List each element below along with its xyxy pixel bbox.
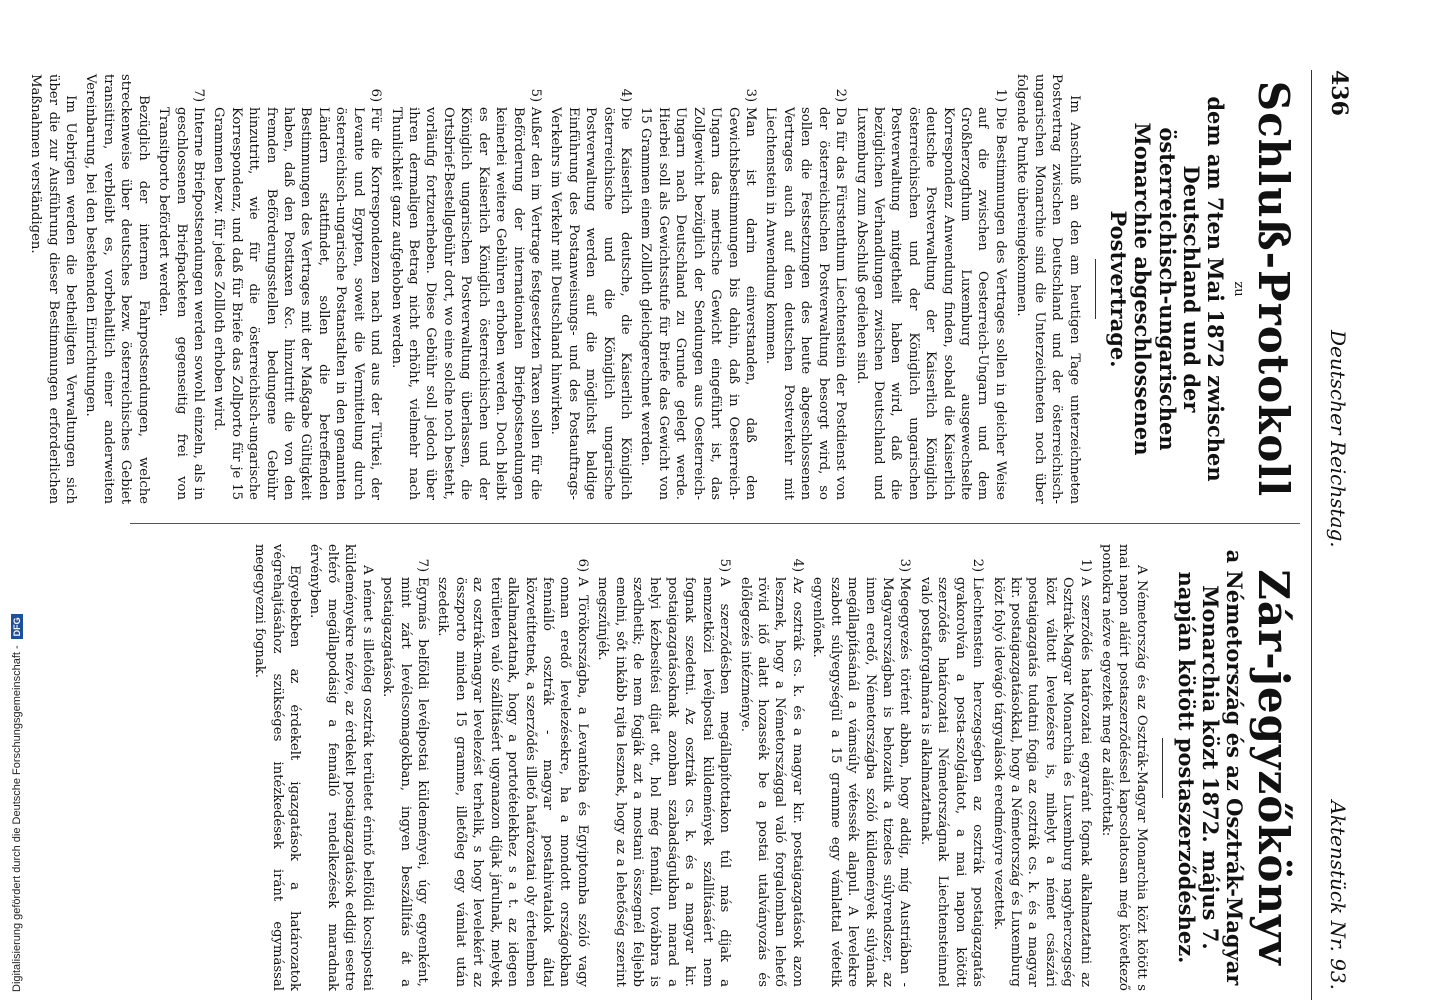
german-column [28, 70, 1302, 508]
numbered-paragraph [210, 78, 384, 500]
german-zu: zu [1230, 281, 1246, 297]
german-closing-paragraph: Bezüglich der internen Fahrpostsendungen, welche streckenweise über deutsches bezw. österreichisches Gebiet transitiren, verbleibt es, vorbehaltlich einer anderweiten Vereinbarung, bei den bestehenden Einrichtungen. [83, 74, 151, 504]
paragraph-number: 1) [992, 88, 1008, 103]
paragraph-number: 5) [527, 88, 543, 103]
page-number: 436 [1326, 70, 1352, 116]
paragraph-text: Die Kaiserlich deutsche, die Kaiserlich Königlich österreichische und die Königlich ungarische Postverwaltung werden auf die möglichst baldige Einführung des Postanweisungs- und des Postauftrags-Verkehrs im Verkehr mit Deutschland hinwirken. [548, 107, 634, 500]
german-subtitle: dem am 7ten Mai 1872 zwischen Deutschland und der österreichisch-ungarischen Monarchie abgeschlossenen Postvertrage. [1106, 96, 1228, 482]
numbered-paragraph [809, 548, 914, 987]
german-title: Schluß-Protokoll [1249, 80, 1298, 498]
paragraph-number: 7) [415, 558, 431, 573]
numbered-paragraph [637, 78, 759, 500]
numbered-paragraph [916, 548, 986, 987]
issue-label: Aktenstück Nr. 93. [1326, 800, 1350, 990]
paragraph-text: Liechtenstein herczegségben az osztrák postaigazgatás gyakorolván a posta-szolgálatot, a mai napon kötött szerződés határozatai Németországnak Liechtensteinnel való postaforgalmára is alkalmaztatnak. [917, 577, 986, 987]
numbered-paragraph [547, 78, 634, 500]
paragraph-number: 6) [574, 558, 590, 573]
paragraph-text: A szerződés határozatai egyaránt fognak alkalmaztatni az Osztrák-Magyar Monarchia és Luxemburg nagyherczegség közt váltott levelezésre is, mihelyt a német császári postaigazgatás tudatni fogja az osztrák cs. k. és a magyar kir. postaigazgatásokkal, hogy a Németország és Luxemburg közt folyó idevágó tárgyalások eredményre vezettek. [990, 577, 1093, 987]
paragraph-text: Man ist darin einverstanden, daß den Gewichtsbestimmungen bis dahin, daß in Oesterreich-Ungarn das metrische Gewicht eingeführt ist, das Zollgewicht bezüglich der Sendungen aus Oesterreich-Ungarn nach Deutschland zu Grunde gelegt werde. Hierbei soll als Gewichtsstufe für Briefe das Gewicht von 15 Grammen einem Zollloth gleichgerechnet werden. [638, 107, 759, 500]
paragraph-number: 3) [897, 558, 913, 573]
paragraph-text: Da für das Fürstenthum Liechtenstein der Postdienst von der österreichischen Postverwaltung besorgt wird, so sollen die Festsetzungen des heute abgeschlossenen Vertrages auch auf den deutschen Postverkehr mit Liechtenstein in Anwendung kommen. [763, 107, 849, 500]
hungarian-intro: A Németország és az Osztrák-Magyar Monarchia közt kötött s mai napon aláírt postaszerződéssel kapcsolatosan még következő pontokra nézve egyeztek meg az aláírottak: [1099, 544, 1149, 991]
column-divider [130, 523, 1300, 524]
paragraph-text: A szerződésben megállapítottakon túl más díjak a nemzetközi levélpostai küldemények szállításáért nem fognak szedetni. Az osztrák cs. k. és a magyar kir. postaigazgatásoknak azonban szabadságukban marad a helyi kézbesítési díjat ott, hol még fennáll, továbbra is szedhetik; de nem fogják azt a mostani összegnél feljebb emelni, sőt inkább rajta lesznek, hogy az a lehetőség szerint megszűnjék. [595, 577, 733, 987]
hungarian-subtitle: a Németország és az Osztrák-Magyar Monarchia közt 1872. május 7. napján kötött postaszerződéshez. [1173, 549, 1247, 986]
paragraph-number: 2) [970, 558, 986, 573]
numbered-paragraph [989, 548, 1094, 987]
paragraph-number: 1) [1077, 558, 1093, 573]
paragraph-number: 2) [833, 88, 849, 103]
paragraph-number: 4) [789, 558, 805, 573]
numbered-paragraph [387, 78, 544, 500]
numbered-paragraph [434, 548, 591, 987]
paragraph-text: Interne Briefpostsendungen werden sowohl einzeln, als in geschlossenen Briefpacketen gegenseitig frei von Transitporto befördert werden. [156, 107, 206, 500]
paragraph-number: 4) [618, 88, 634, 103]
hungarian-items [379, 544, 1094, 991]
numbered-paragraph [762, 78, 849, 500]
paragraph-text: Megegyezés történt abban, hogy addig, míg Austriában - Magyarországban is behozatik a tizedes súlyrendszer, az innen eredő, Németországba szóló küldemények súlyának megállapításánál a vámsúly vétessék alapul. A levelekre szabott súlyegységül a 15 gramme egy vámlattal vétetik egyenlőnek. [810, 577, 913, 987]
numbered-paragraph [155, 78, 207, 500]
paragraph-number: 6) [368, 88, 384, 103]
german-closing-paragraph: Im Uebrigen werden die betheiligten Verwaltungen sich über die zur Ausführung dieser Bestimmungen erforderlichen Maßnahmen verständigen. [28, 74, 78, 504]
paragraph-number: 7) [190, 88, 206, 103]
paragraph-text: A Törökországba, a Levantéba és Egyiptomba szóló vagy onnan eredő levelezésekre, ha a mondott országokban fennálló osztrák - magyar postahivatalok által közvetíttetnek, a szerződés illető határozatai oly értelemben alkalmaztatnak, hogy a portotételekhez s a t. az idegen területen való szállításért ugyanazon díjak járulnak, melyek az osztrák-magyar levelezést terhelik, s hogy levelekért az összporto minden 15 gramme, illetőleg egy vámlat után szedetik. [435, 577, 590, 987]
numbered-paragraph [736, 548, 806, 987]
hungarian-column [127, 540, 1302, 995]
german-items [155, 74, 1009, 504]
paragraph-number: 3) [743, 88, 759, 103]
numbered-paragraph [594, 548, 733, 987]
hungarian-closing-paragraph: Egyebekben az érdekelt igazgatások a határozatok végrehajtásához szükséges intézkedések iránt egymással megegyezni fognak. [252, 544, 303, 991]
numbered-paragraph [852, 78, 1009, 500]
title-rule [1095, 259, 1097, 319]
paragraph-text: Für die Korrespondenzen nach und aus der Türkei, der Levante und Egypten, soweit die Vermittelung durch österreichisch-ungarische Postanstalten in den genannten Ländern stattfindet, sollen die betreffenden Bestimmungen des Vertrages mit der Maßgabe Gültigkeit haben, daß den Posttaxen &c. hinzutritt die von den fremden Beförderungsstellen bedungene Gebühr hinzutritt, wie für die österreichisch-ungarische Korrespondenz, und daß für Briefe das Zollporto für je 15 Grammen bezw. für jedes Zollloth erhoben wird. [211, 107, 384, 500]
hungarian-closing-paragraph: A német s illetőleg osztrák területet érintő belföldi kocsipostai küldeményekre nézve, az érdekelt postaigazgatások eddigi esetre eltérő megállapodásig a fennálló rendelkezések maradnak érvényben. [307, 544, 375, 991]
paragraph-text: Die Bestimmungen des Vertrages sollen in gleicher Weise auf die zwischen Oesterreich-Ungarn und dem Großherzogthum Luxemburg ausgewechselte Korrespondenz Anwendung finden, sobald die Kaiserlich deutsche Postverwaltung der Kaiserlich Königlich österreichischen und der Königlich ungarischen Postverwaltung mitgetheilt haben wird, daß die bezüglichen Verhandlungen zwischen Deutschland und Luxemburg zum Abschluß gediehen sind. [853, 107, 1008, 500]
dfg-logo: DFG [11, 614, 23, 639]
hungarian-title: Zár-jegyzőkönyv [1249, 569, 1298, 966]
paragraph-number: 5) [717, 558, 733, 573]
page-header [1311, 70, 1360, 1000]
publication-title: Deutscher Reichstag. [1326, 330, 1350, 548]
paragraph-text: Außer den im Vertrage festgesetzten Taxen sollen für die Beförderung der internationalen Briefpostsendungen keinerlei weitere Gebühren erhoben werden. Doch bleibt es der Kaiserlich Königlich österreichischen und der Königlich ungarischen Postverwaltung überlassen, die Ortsbrief-Bestellgebühr dort, wo eine solche noch besteht, vorläufig fortzuerheben. Diese Gebühr soll jedoch über ihren dermaligen Betrag nicht erhöht, vielmehr nach Thunlichkeit ganz aufgehoben werden. [388, 107, 543, 500]
paragraph-text: Egymás belföldi levélpostai küldeményei, úgy egyenként, mint zárt levélcsomagokban, ingyen beszállítás át a postaigazgatások. [380, 577, 431, 987]
scanned-page [28, 70, 1360, 1000]
german-intro: Im Anschluß an den am heutigen Tage unterzeichneten Postvertrag zwischen Deutschland und der österreichisch-ungarischen Monarchie sind die Unterzeichneten noch über folgende Punkte übereingekommen. [1014, 74, 1082, 504]
numbered-paragraph [379, 548, 431, 987]
title-rule [1162, 738, 1164, 798]
watermark-text: Digitalisierung gefördert durch die Deutsche Forschungsgemeinschaft - [11, 645, 23, 992]
digitization-watermark [0, 0, 22, 1000]
paragraph-text: Az osztrák cs. k. és a magyar kir. postaigazgatások azon lesznek, hogy a Németországgal való forgalomban lehető rövid idő alatt hozassék be a postai utalványozás és előlegezés intézménye. [737, 577, 805, 987]
